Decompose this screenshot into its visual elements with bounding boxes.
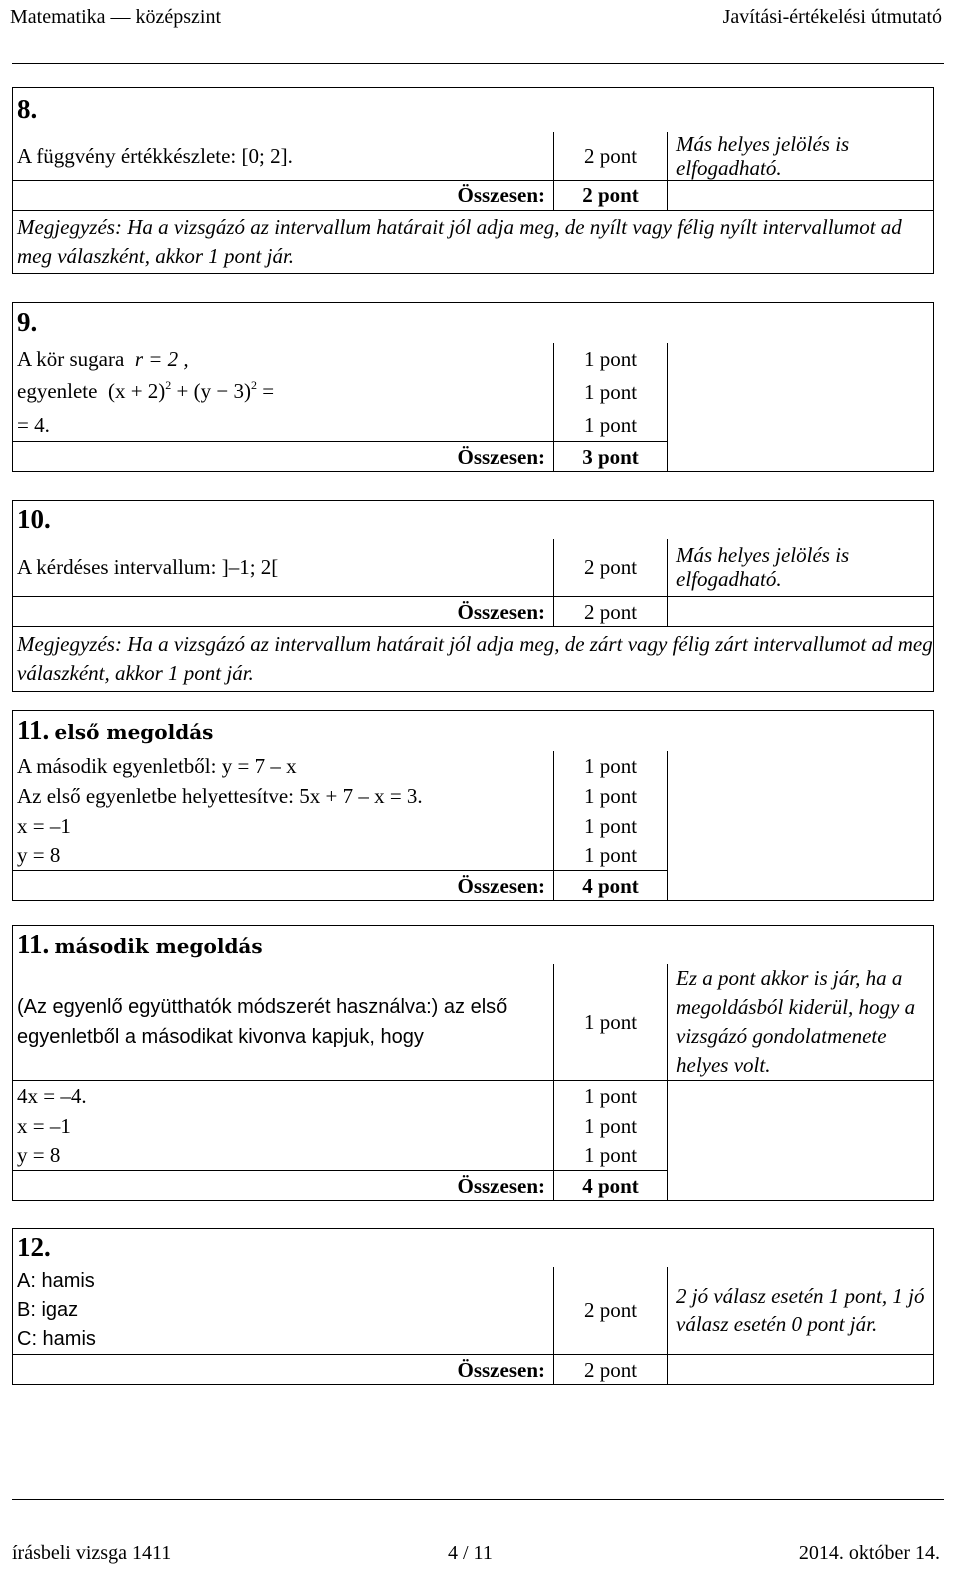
header-right: Javítási-értékelési útmutató <box>722 6 942 28</box>
points: 1 pont <box>554 343 668 375</box>
total-points: 4 pont <box>554 1171 668 1201</box>
grading-note: 2 jó válasz esetén 1 pont, 1 jó válasz esetén 0 pont jár. <box>668 1267 934 1355</box>
grading-note: Más helyes jelölés is elfogadható. <box>668 132 934 181</box>
problem-number: 11. <box>17 714 50 745</box>
problem-9-table <box>12 302 934 472</box>
points: 1 pont <box>554 410 668 442</box>
points: 2 pont <box>554 539 668 597</box>
points: 1 pont <box>554 1081 668 1111</box>
equation-part-c: = <box>262 378 275 403</box>
problem-10-table <box>12 500 934 692</box>
step-text: A második egyenletből: y = 7 – x <box>13 751 554 781</box>
equation-line: egyenlete $(x + 2)^2 + (y - 3)^2$ = <box>13 375 554 410</box>
points: 1 pont <box>554 811 668 841</box>
total-points: 2 pont <box>554 1355 668 1385</box>
grading-note: Ez a pont akkor is jár, ha a megoldásból kiderül, hogy a vizsgázó gondolatmenete helyes volt. <box>668 964 934 1081</box>
points: 1 pont <box>554 375 668 410</box>
points: 1 pont <box>554 964 668 1081</box>
total-points: 4 pont <box>554 871 668 901</box>
step-text: x = –1 <box>13 1111 554 1141</box>
footer-left: írásbeli vizsga 1411 <box>12 1542 172 1564</box>
total-label: Összesen: <box>13 180 554 210</box>
footer-rule <box>12 1499 944 1500</box>
header-rule <box>12 63 944 64</box>
answer-item: C: hamis <box>17 1327 96 1350</box>
answer-list <box>13 1267 554 1355</box>
equation-part-b: + (y − 3) <box>176 378 251 403</box>
equation-rhs: = 4. <box>13 410 554 442</box>
step-text: x = –1 <box>13 811 554 841</box>
problem-11-second-table <box>12 925 934 1201</box>
remark: Megjegyzés: Ha a vizsgázó az intervallum határait jól adja meg, de zárt vagy félig zárt intervallumot ad meg válaszként, akkor 1 pont jár. <box>13 627 934 692</box>
exponent: 2 <box>165 377 172 392</box>
points: 1 pont <box>554 1141 668 1171</box>
step-text: 4x = –4. <box>13 1081 554 1111</box>
total-label: Összesen: <box>13 871 554 901</box>
points: 1 pont <box>554 751 668 781</box>
total-label: Összesen: <box>13 442 554 472</box>
points: 1 pont <box>554 781 668 811</box>
grading-note: Más helyes jelölés is elfogadható. <box>668 539 934 597</box>
total-label: Összesen: <box>13 597 554 627</box>
remark: Megjegyzés: Ha a vizsgázó az intervallum határait jól adja meg, de nyílt vagy félig nyílt intervallumot ad meg válaszként, akkor 1 pont jár. <box>13 210 934 273</box>
problem-number: 11. <box>17 928 50 959</box>
total-label: Összesen: <box>13 1355 554 1385</box>
radius-math: r = 2 , <box>134 346 189 371</box>
answer-text: A függvény értékkészlete: [0; 2]. <box>13 132 554 181</box>
footer-right: 2014. október 14. <box>798 1542 940 1564</box>
answer-item: A: hamis <box>17 1269 95 1292</box>
problem-8-table <box>12 87 934 274</box>
solution-title: első megoldás <box>54 719 214 744</box>
problem-12-table <box>12 1228 934 1385</box>
total-points: 2 pont <box>554 180 668 210</box>
problem-number: 9. <box>17 306 38 337</box>
points: 1 pont <box>554 841 668 871</box>
equation-part-a: (x + 2) <box>107 378 166 403</box>
radius-line: A kör sugara r = 2 , <box>13 343 554 375</box>
total-points: 3 pont <box>554 442 668 472</box>
total-label: Összesen: <box>13 1171 554 1201</box>
method-text: (Az egyenlő együtthatók módszerét használva:) az első egyenletből a másodikat kivonva kapjuk, hogy <box>13 964 554 1081</box>
problem-number: 8. <box>17 93 38 124</box>
header-left: Matematika — középszint <box>10 6 222 28</box>
points: 2 pont <box>554 1267 668 1355</box>
page-number: 4 / 11 <box>448 1542 493 1564</box>
points: 1 pont <box>554 1111 668 1141</box>
exponent: 2 <box>250 377 257 392</box>
problem-number: 10. <box>17 503 51 534</box>
step-text: y = 8 <box>13 841 554 871</box>
total-points: 2 pont <box>554 597 668 627</box>
answer-text: A kérdéses intervallum: ]–1; 2[ <box>13 539 554 597</box>
answer-item: B: igaz <box>17 1298 79 1321</box>
problem-11-first-table <box>12 710 934 901</box>
points: 2 pont <box>554 132 668 181</box>
problem-number: 12. <box>17 1231 51 1262</box>
step-text: Az első egyenletbe helyettesítve: 5x + 7 – x = 3. <box>13 781 554 811</box>
solution-title: második megoldás <box>54 933 263 958</box>
step-text: y = 8 <box>13 1141 554 1171</box>
